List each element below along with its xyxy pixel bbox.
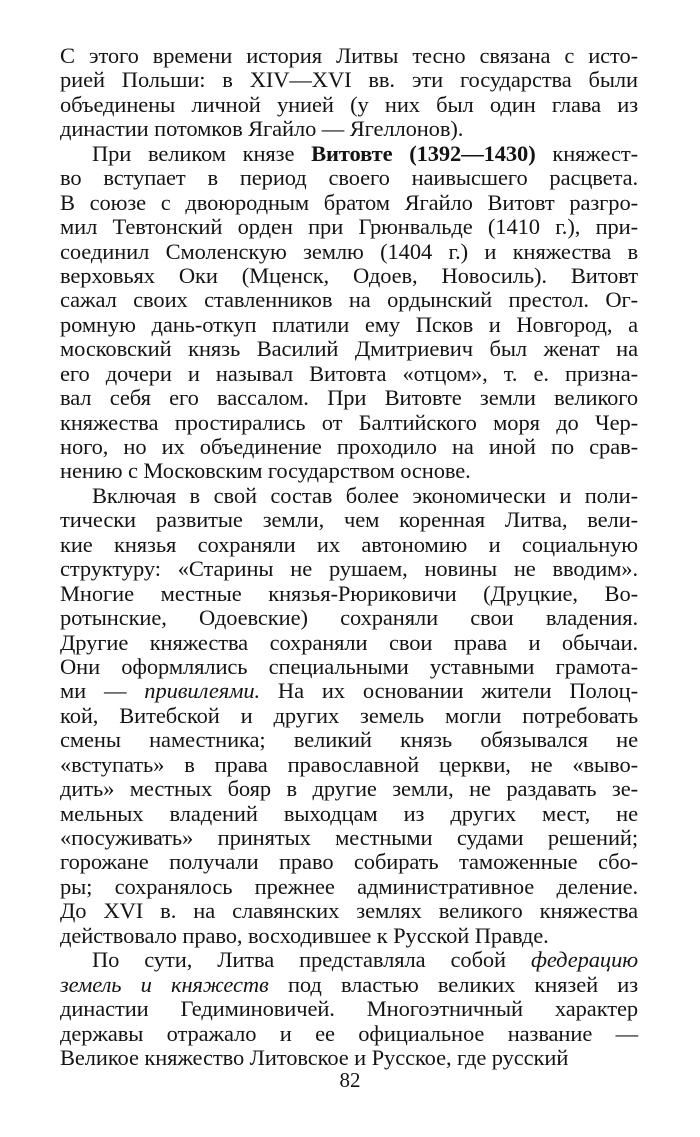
text-line <box>60 459 638 483</box>
text-segment: На их основании жители Полоц- <box>260 678 638 704</box>
text-line <box>60 264 638 288</box>
text-segment: ми — <box>60 678 145 704</box>
text-segment: ротынские, Одоевские) сохраняли свои владения. <box>60 605 638 631</box>
text-segment: ромную дань-откуп платили ему Псков и Новгород, а <box>60 311 638 337</box>
text-segment: династии Гедиминовичей. Многоэтничный характер <box>60 996 638 1022</box>
text-line <box>60 802 638 826</box>
text-line <box>60 557 638 581</box>
text-line <box>60 704 638 728</box>
text-line <box>60 117 638 141</box>
text-segment: ры; сохранялось прежнее административное деление. <box>60 873 638 899</box>
text-segment: рией Польши: в XIV—XVI вв. эти государства были <box>60 67 638 93</box>
text-segment: московский князь Василий Дмитриевич был женат на <box>60 336 638 362</box>
text-segment: дить» местных бояр в другие земли, не раздавать зе- <box>60 776 638 802</box>
text-segment: кой, Витебской и других земель могли потребовать <box>60 702 638 728</box>
text-segment: во вступает в период своего наивысшего расцвета. <box>60 165 638 191</box>
text-line <box>60 240 638 264</box>
text-segment: верховьях Оки (Мценск, Одоев, Новосиль). Витовт <box>60 262 638 288</box>
text-line <box>60 508 638 532</box>
text-segment: вал себя его вассалом. При Витовте земли великого <box>60 385 638 411</box>
text-segment: «посуживать» принятых местными судами решений; <box>60 825 638 850</box>
text-line <box>60 826 638 850</box>
text-segment: «вступать» в права православной церкви, не «выво- <box>60 751 638 777</box>
text-line <box>60 288 638 312</box>
text-segment: Другие княжества сохраняли свои права и обычаи. <box>60 629 638 655</box>
text-line <box>60 166 638 190</box>
italic-text: федерацию <box>530 947 638 973</box>
text-segment: ного, но их объединение проходило на иной по срав- <box>60 434 638 459</box>
paragraph <box>60 44 638 142</box>
text-segment: сажал своих ставленников на ордынский престол. Ог- <box>60 287 638 313</box>
text-line <box>60 1022 638 1046</box>
text-line <box>60 753 638 777</box>
text-segment: При великом князе <box>92 140 312 166</box>
text-line <box>60 215 638 239</box>
text-line <box>60 679 638 703</box>
italic-text: земель и княжеств <box>60 971 269 997</box>
text-line <box>60 997 638 1021</box>
text-segment: Великое княжество Литовское и Русское, где русский <box>60 1044 569 1070</box>
text-line <box>60 606 638 630</box>
text-segment: смены наместника; великий князь обязывался не <box>60 727 638 753</box>
text-segment: Они оформлялись специальными уставными грамота- <box>60 653 638 679</box>
paragraph <box>60 142 638 484</box>
text-segment: структуру: «Старины не рушаем, новины не вводим». <box>60 556 638 582</box>
text-segment: державы отражало и ее официальное название — <box>60 1020 638 1046</box>
text-line <box>60 924 638 948</box>
text-segment: княжест- <box>535 140 638 166</box>
text-segment: действовало право, восходившее к Русской Правде. <box>60 922 549 948</box>
text-segment: Включая в свой состав более экономически и поли- <box>92 482 638 508</box>
text-line <box>60 93 638 117</box>
text-line <box>60 1046 638 1070</box>
text-segment: княжества простирались от Балтийского моря до Чер- <box>60 409 638 435</box>
text-segment: горожане получали право собирать таможенные сбо- <box>60 849 638 875</box>
text-segment: под властью великих князей из <box>268 971 638 997</box>
text-segment: В союзе с двоюродным братом Ягайло Витовт разгро- <box>60 189 638 215</box>
text-line <box>60 411 638 435</box>
text-line <box>60 948 638 972</box>
text-line <box>60 850 638 874</box>
text-segment: нению с Московским государством основе. <box>60 458 471 484</box>
text-segment: династии потомков Ягайло — Ягеллонов). <box>60 116 464 142</box>
text-segment: мельных владений выходцам из других мест, не <box>60 800 638 826</box>
text-line <box>60 191 638 215</box>
text-line <box>60 68 638 92</box>
text-segment: Многие местные князья-Рюриковичи (Друцкие, Во- <box>60 580 638 606</box>
text-segment: объединены личной унией (у них был один глава из <box>60 91 638 117</box>
text-line <box>60 631 638 655</box>
text-line <box>60 655 638 679</box>
text-segment: соединил Смоленскую землю (1404 г.) и княжества в <box>60 238 638 264</box>
text-segment: мил Тевтонский орден при Грюнвальде (1410 г.), при- <box>60 214 638 240</box>
text-line <box>60 728 638 752</box>
document-page <box>60 44 638 1070</box>
bold-text: Витовте (1392—1430) <box>311 140 536 166</box>
text-line <box>60 313 638 337</box>
text-line <box>60 777 638 801</box>
text-line <box>60 484 638 508</box>
page-number: 82 <box>339 1068 361 1092</box>
text-line <box>60 435 638 459</box>
text-line <box>60 973 638 997</box>
text-line <box>60 44 638 68</box>
text-line <box>60 533 638 557</box>
paragraph <box>60 484 638 948</box>
text-segment: его дочери и называл Витовта «отцом», т. е. призна- <box>60 360 638 386</box>
text-line <box>60 337 638 361</box>
text-line <box>60 362 638 386</box>
text-line <box>60 142 638 166</box>
text-segment: По сути, Литва представляла собой <box>92 947 531 973</box>
text-line <box>60 875 638 899</box>
text-segment: С этого времени история Литвы тесно связана с исто- <box>60 43 638 68</box>
text-segment: До XVI в. на славянских землях великого княжества <box>60 898 638 924</box>
text-line <box>60 899 638 923</box>
text-segment: тически развитые земли, чем коренная Литва, вели- <box>60 507 638 533</box>
text-segment: кие князья сохраняли их автономию и социальную <box>60 531 638 557</box>
paragraph <box>60 948 638 1070</box>
text-line <box>60 582 638 606</box>
text-line <box>60 386 638 410</box>
italic-text: привилеями. <box>144 678 261 704</box>
